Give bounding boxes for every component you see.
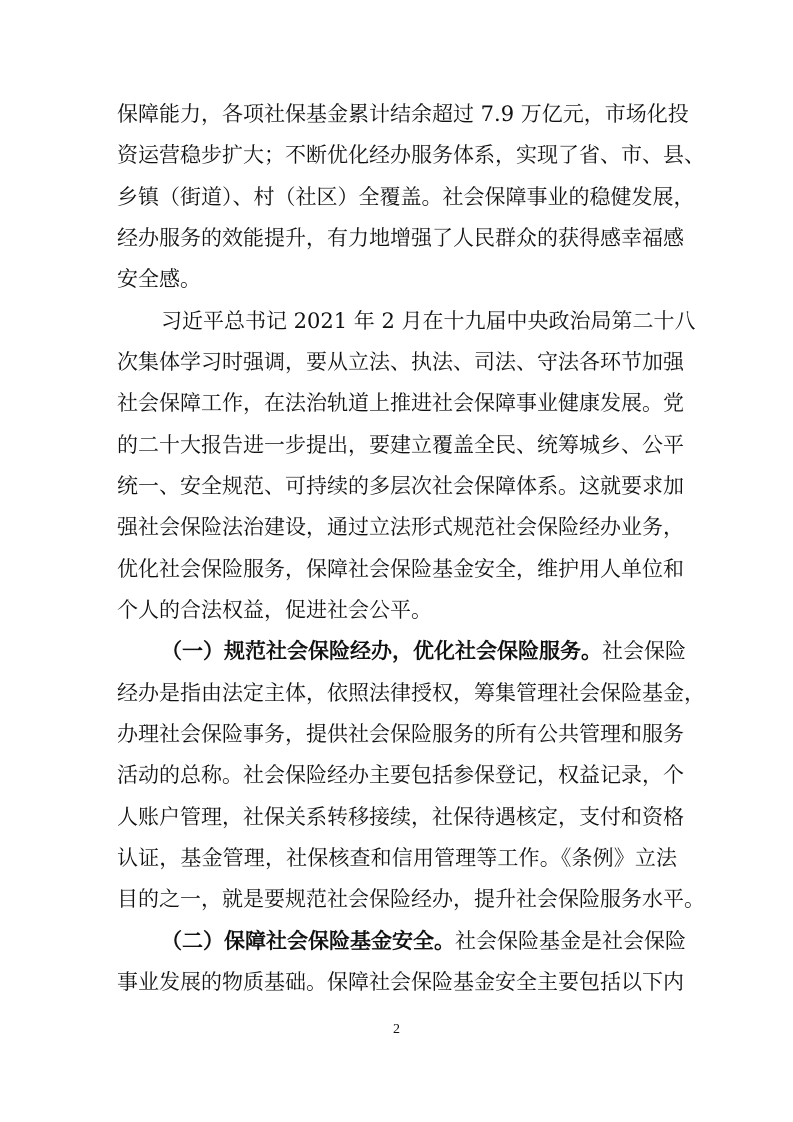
paragraph-line: 强社会保险法治建设，通过立法形式规范社会保险经办业务， (117, 515, 684, 539)
paragraph-text: 社会保险 (602, 639, 686, 663)
page-number: 2 (393, 1022, 400, 1037)
paragraph-line: 个人的合法权益，促进社会公平。 (117, 598, 432, 622)
paragraph-line: 资运营稳步扩大；不断优化经办服务体系，实现了省、市、县、 (117, 143, 705, 167)
paragraph-line: 乡镇（街道）、村（社区）全覆盖。社会保障事业的稳健发展， (117, 185, 695, 209)
paragraph-line: 统一、安全规范、可持续的多层次社会保障体系。这就要求加 (117, 474, 684, 498)
section-heading: （二）保障社会保险基金安全。 (161, 928, 455, 953)
paragraph-line: 次集体学习时强调，要从立法、执法、司法、守法各环节加强 (117, 350, 684, 374)
paragraph-line: 安全感。 (117, 267, 201, 291)
paragraph-line: 优化社会保险服务，保障社会保险基金安全，维护用人单位和 (117, 557, 684, 581)
paragraph-text: 社会保险基金是社会保险 (455, 929, 686, 953)
section-heading: （一）规范社会保险经办，优化社会保险服务。 (161, 638, 602, 663)
paragraph-line: 事业发展的物质基础。保障社会保险基金安全主要包括以下内 (117, 970, 684, 994)
paragraph-line: 人账户管理，社保关系转移接续，社保待遇核定，支付和资格 (117, 805, 684, 829)
paragraph-line: 习近平总书记 2021 年 2 月在十九届中央政治局第二十八 (161, 309, 696, 333)
paragraph-line: 办理社会保险事务，提供社会保险服务的所有公共管理和服务 (117, 722, 684, 746)
paragraph-line: 经办服务的效能提升，有力地增强了人民群众的获得感幸福感 (117, 226, 684, 250)
paragraph-line: 社会保障工作，在法治轨道上推进社会保障事业健康发展。党 (117, 391, 684, 415)
paragraph-line: 目的之一，就是要规范社会保险经办，提升社会保险服务水平。 (117, 887, 705, 911)
section-heading-line (161, 926, 686, 956)
paragraph-line: 经办是指由法定主体，依照法律授权，筹集管理社会保险基金， (117, 681, 705, 705)
paragraph-line: 认证，基金管理，社保核查和信用管理等工作。《条例》立法 (117, 846, 677, 870)
paragraph-line: 保障能力，各项社保基金累计结余超过 7.9 万亿元，市场化投 (117, 102, 689, 126)
paragraph-line: 的二十大报告进一步提出，要建立覆盖全民、统筹城乡、公平 (117, 433, 684, 457)
paragraph-line: 活动的总称。社会保险经办主要包括参保登记，权益记录，个 (117, 763, 684, 787)
section-heading-line (161, 636, 686, 666)
